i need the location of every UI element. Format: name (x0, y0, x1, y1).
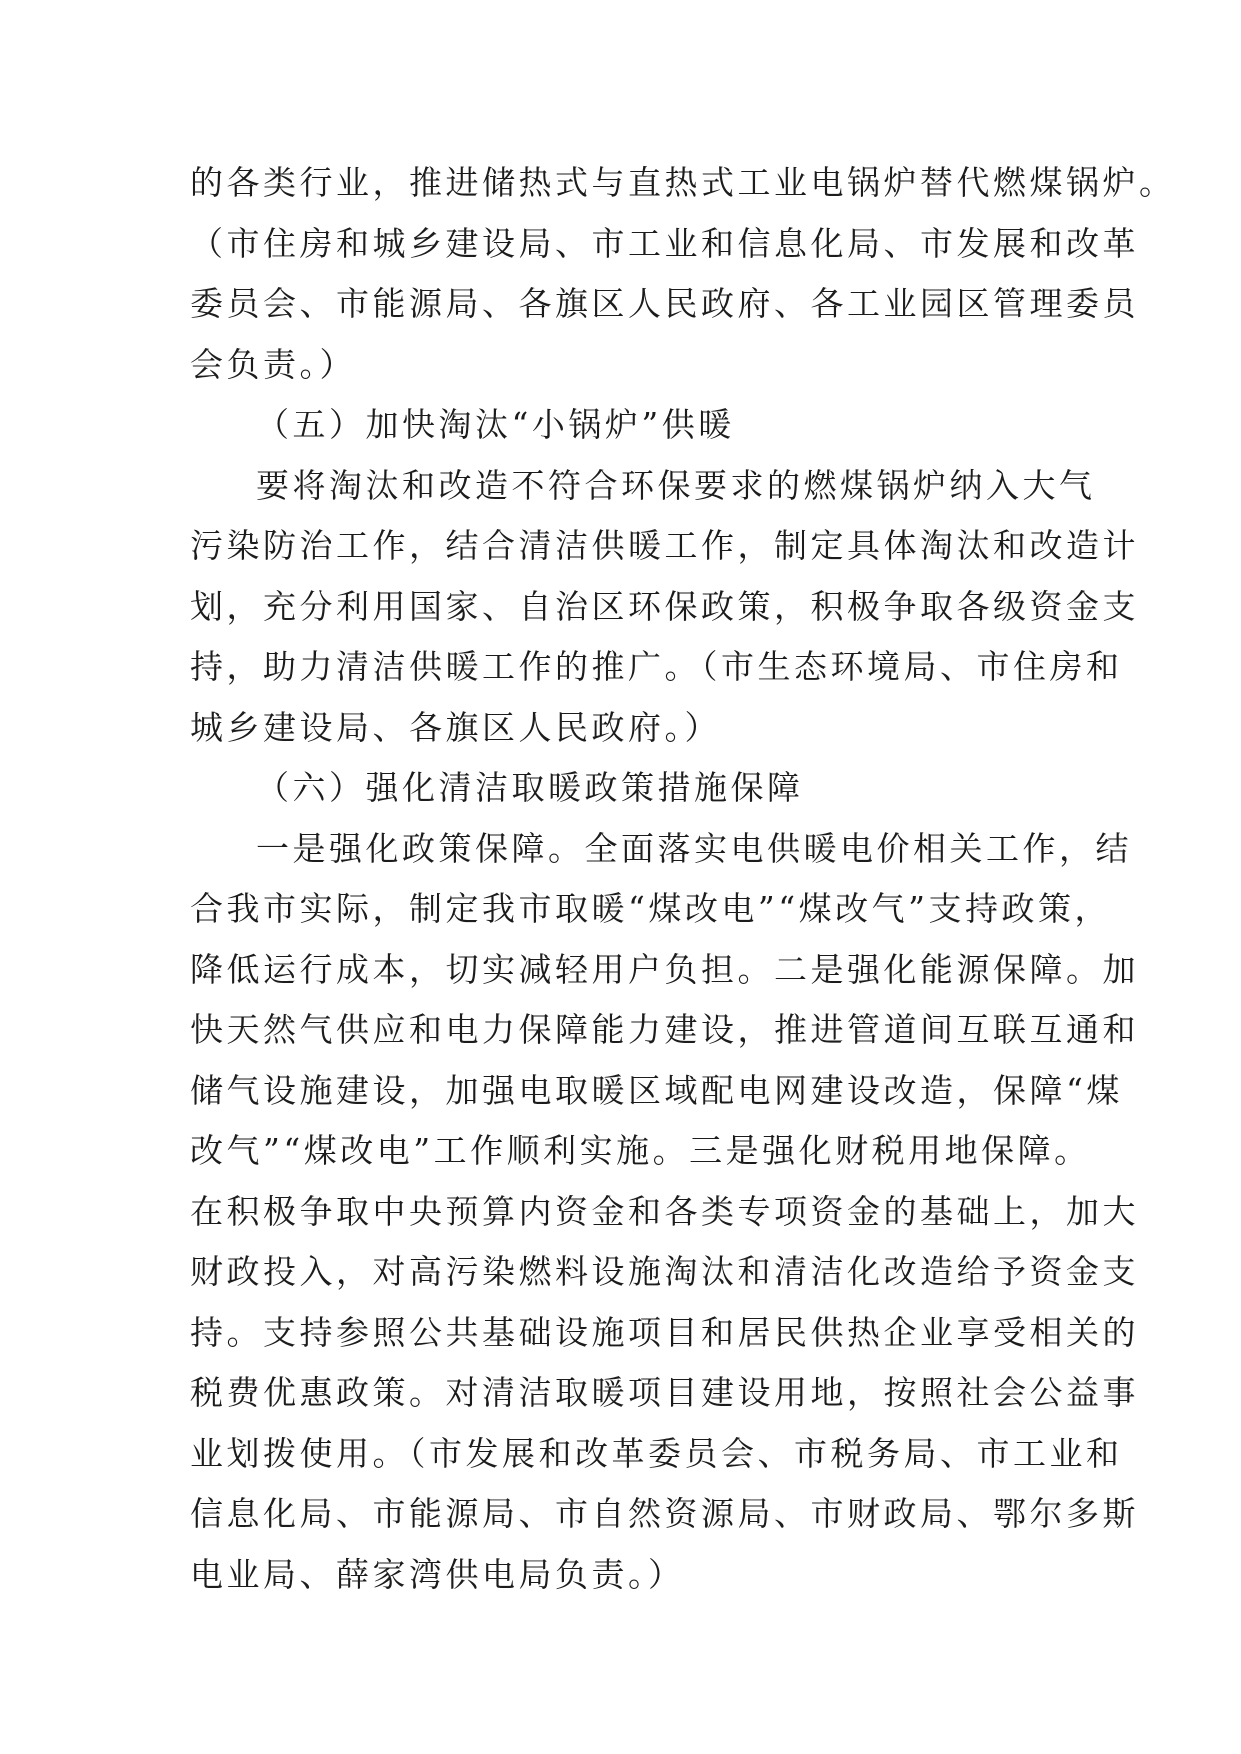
text-line: 快天然气供应和电力保障能力建设，推进管道间互联互通和 (190, 1010, 1139, 1049)
text-line: 持，助力清洁供暖工作的推广。（市生态环境局、市住房和 (190, 647, 1123, 686)
text-line: 在积极争取中央预算内资金和各类专项资金的基础上，加大 (190, 1191, 1139, 1231)
text-line: 一是强化政策保障。全面落实电供暖电价相关工作，结 (256, 828, 1132, 868)
text-line: 信息化局、市能源局、市自然资源局、市财政局、鄂尔多斯 (190, 1494, 1139, 1533)
text-line: （市住房和城乡建设局、市工业和信息化局、市发展和改革 (190, 223, 1139, 263)
text-line: 的各类行业，推进储热式与直热式工业电锅炉替代燃煤锅炉。 (190, 163, 1176, 202)
text-line: 业划拨使用。（市发展和改革委员会、市税务局、市工业和 (190, 1433, 1123, 1473)
text-line: 会负责。） (190, 344, 356, 384)
text-line: 要将淘汰和改造不符合环保要求的燃煤锅炉纳入大气 (256, 465, 1096, 505)
text-line: 电业局、薛家湾供电局负责。） (190, 1554, 685, 1594)
body-text (190, 153, 1176, 1605)
text-line: 划，充分利用国家、自治区环保政策，积极争取各级资金支 (190, 586, 1139, 626)
text-line: 储气设施建设，加强电取暖区域配电网建设改造，保障“煤 (190, 1070, 1123, 1110)
text-line: 委员会、市能源局、各旗区人民政府、各工业园区管理委员 (190, 284, 1139, 323)
text-line: 合我市实际，制定我市取暖“煤改电”“煤改气”支持政策， (190, 889, 1111, 928)
text-line: 财政投入，对高污染燃料设施淘汰和清洁化改造给予资金支 (190, 1252, 1139, 1291)
text-line: 城乡建设局、各旗区人民政府。） (190, 707, 721, 747)
text-line: 持。支持参照公共基础设施项目和居民供热企业享受相关的 (190, 1312, 1139, 1352)
section-heading: （六）强化清洁取暖政策措施保障 (256, 768, 804, 807)
text-line: 降低运行成本，切实减轻用户负担。二是强化能源保障。加 (190, 949, 1139, 989)
text-line: 改气”“煤改电”工作顺利实施。三是强化财税用地保障。 (190, 1131, 1091, 1170)
text-line: 污染防治工作，结合清洁供暖工作，制定具体淘汰和改造计 (190, 526, 1139, 565)
text-line: 税费优惠政策。对清洁取暖项目建设用地，按照社会公益事 (190, 1373, 1139, 1412)
section-heading: （五）加快淘汰“小锅炉”供暖 (256, 405, 735, 444)
